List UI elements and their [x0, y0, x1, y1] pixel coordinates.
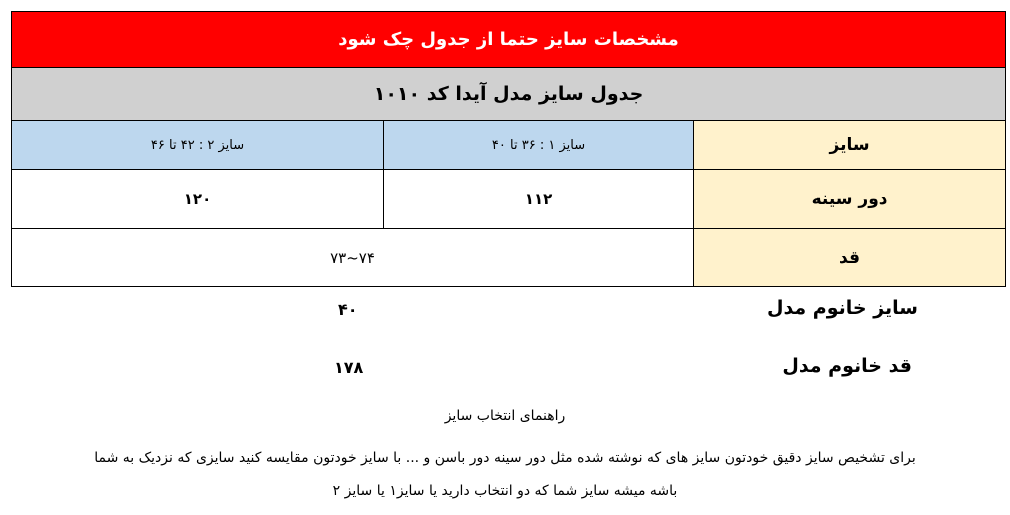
model-size-label: سایز خانوم مدل	[766, 297, 918, 319]
guide-title: راهنمای انتخاب سایز	[444, 408, 566, 424]
size1-header: سایز ۱ : ۳۶ تا ۴۰	[384, 121, 694, 170]
size-row	[12, 121, 1006, 170]
model-height-label: قد خانوم مدل	[782, 355, 912, 377]
model-title-row	[12, 68, 1006, 121]
guide-line-1: برای تشخیص سایز دقیق خودتون سایز های که نوشته شده مثل دور سینه دور باسن و ... با سایز خودتون مقایسه کنید سایزی که نزدیک به شما	[94, 450, 916, 466]
banner-title: مشخصات سایز حتما از جدول چک شود	[12, 12, 1006, 68]
guide-line-2: باشه میشه سایز شما که دو انتخاب دارید یا سایز۱ یا سایز ۲	[332, 483, 678, 499]
height-label: قد	[694, 229, 1006, 287]
size-label: سایز	[694, 121, 1006, 170]
model-table-title: جدول سایز مدل آیدا کد ۱۰۱۰	[12, 68, 1006, 121]
model-size-value: ۴۰	[338, 300, 358, 319]
bust-row	[12, 170, 1006, 229]
model-height-value: ۱۷۸	[334, 358, 364, 377]
bust-size1-value: ۱۱۲	[384, 170, 694, 229]
height-value: ۷۴~۷۳	[12, 229, 694, 287]
bust-label: دور سینه	[694, 170, 1006, 229]
size-chart-table	[11, 11, 1006, 287]
size2-header: سایز ۲ : ۴۲ تا ۴۶	[12, 121, 384, 170]
bust-size2-value: ۱۲۰	[12, 170, 384, 229]
height-row	[12, 229, 1006, 287]
banner-row	[12, 12, 1006, 68]
